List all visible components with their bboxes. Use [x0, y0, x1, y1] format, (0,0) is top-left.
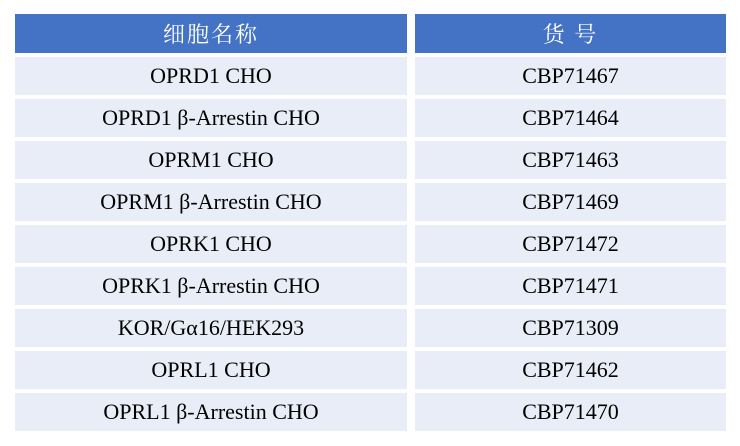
catalog-number-cell: CBP71467 [415, 57, 726, 95]
table-row [15, 141, 726, 179]
column-header-cell-name: 细胞名称 [15, 14, 407, 53]
table-row [15, 393, 726, 431]
table-row [15, 225, 726, 263]
table-header-row [15, 14, 726, 53]
catalog-number-cell: CBP71463 [415, 141, 726, 179]
table-row [15, 309, 726, 347]
cell-name-cell: OPRL1 β-Arrestin CHO [15, 393, 407, 431]
catalog-number-cell: CBP71471 [415, 267, 726, 305]
table-row [15, 183, 726, 221]
catalog-number-cell: CBP71470 [415, 393, 726, 431]
cell-name-cell: OPRL1 CHO [15, 351, 407, 389]
table-header [15, 14, 726, 53]
table-row [15, 351, 726, 389]
catalog-number-cell: CBP71309 [415, 309, 726, 347]
table-body [15, 57, 726, 431]
cell-name-cell: KOR/Gα16/HEK293 [15, 309, 407, 347]
cell-name-cell: OPRK1 CHO [15, 225, 407, 263]
cell-name-cell: OPRM1 CHO [15, 141, 407, 179]
cell-name-cell: OPRD1 CHO [15, 57, 407, 95]
cell-name-cell: OPRD1 β-Arrestin CHO [15, 99, 407, 137]
cell-line-catalog-table [7, 10, 734, 435]
cell-name-cell: OPRK1 β-Arrestin CHO [15, 267, 407, 305]
catalog-number-cell: CBP71472 [415, 225, 726, 263]
table-row [15, 99, 726, 137]
catalog-number-cell: CBP71464 [415, 99, 726, 137]
catalog-number-cell: CBP71462 [415, 351, 726, 389]
table-row [15, 57, 726, 95]
table-row [15, 267, 726, 305]
column-header-catalog-number: 货 号 [415, 14, 726, 53]
catalog-number-cell: CBP71469 [415, 183, 726, 221]
cell-name-cell: OPRM1 β-Arrestin CHO [15, 183, 407, 221]
